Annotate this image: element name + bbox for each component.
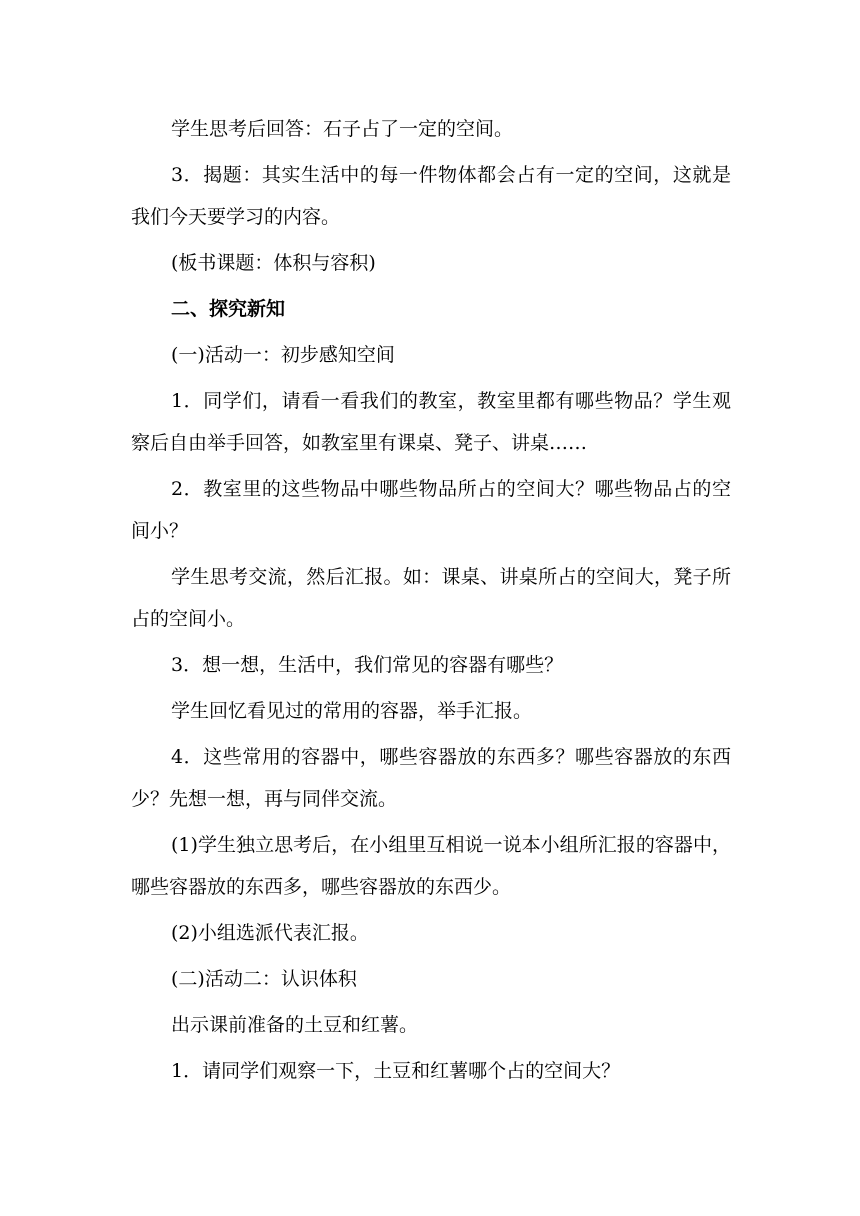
subsection-heading: (一)活动一：初步感知空间: [171, 344, 395, 366]
paragraph: (2)小组选派代表汇报。: [171, 922, 369, 944]
section-heading: 二、探究新知: [171, 298, 286, 320]
document-body: [131, 108, 731, 1092]
paragraph: (1)学生独立思考后，在小组里互相说一说本小组所汇报的容器中，哪些容器放的东西多，哪些容器放的东西少。: [131, 834, 731, 898]
paragraph: 1．同学们，请看一看我们的教室，教室里都有哪些物品？学生观察后自由举手回答，如教室里有课桌、凳子、讲桌……: [131, 390, 731, 454]
paragraph-board-title: (板书课题：体积与容积): [171, 252, 376, 274]
paragraph: 学生思考交流，然后汇报。如：课桌、讲桌所占的空间大，凳子所占的空间小。: [131, 566, 731, 630]
paragraph: 3．揭题：其实生活中的每一件物体都会占有一定的空间，这就是我们今天要学习的内容。: [131, 164, 731, 228]
paragraph: 学生思考后回答：石子占了一定的空间。: [171, 118, 514, 140]
paragraph: 2．教室里的这些物品中哪些物品所占的空间大？哪些物品占的空间小？: [131, 478, 731, 542]
subsection-heading: (二)活动二：认识体积: [171, 968, 357, 990]
paragraph: 3．想一想，生活中，我们常见的容器有哪些？: [171, 654, 564, 676]
paragraph: 学生回忆看见过的常用的容器，举手汇报。: [171, 700, 533, 722]
paragraph: 1．请同学们观察一下，土豆和红薯哪个占的空间大？: [171, 1060, 621, 1082]
paragraph: 4．这些常用的容器中，哪些容器放的东西多？哪些容器放的东西少？先想一想，再与同伴交流。: [131, 746, 731, 810]
paragraph: 出示课前准备的土豆和红薯。: [171, 1014, 419, 1036]
